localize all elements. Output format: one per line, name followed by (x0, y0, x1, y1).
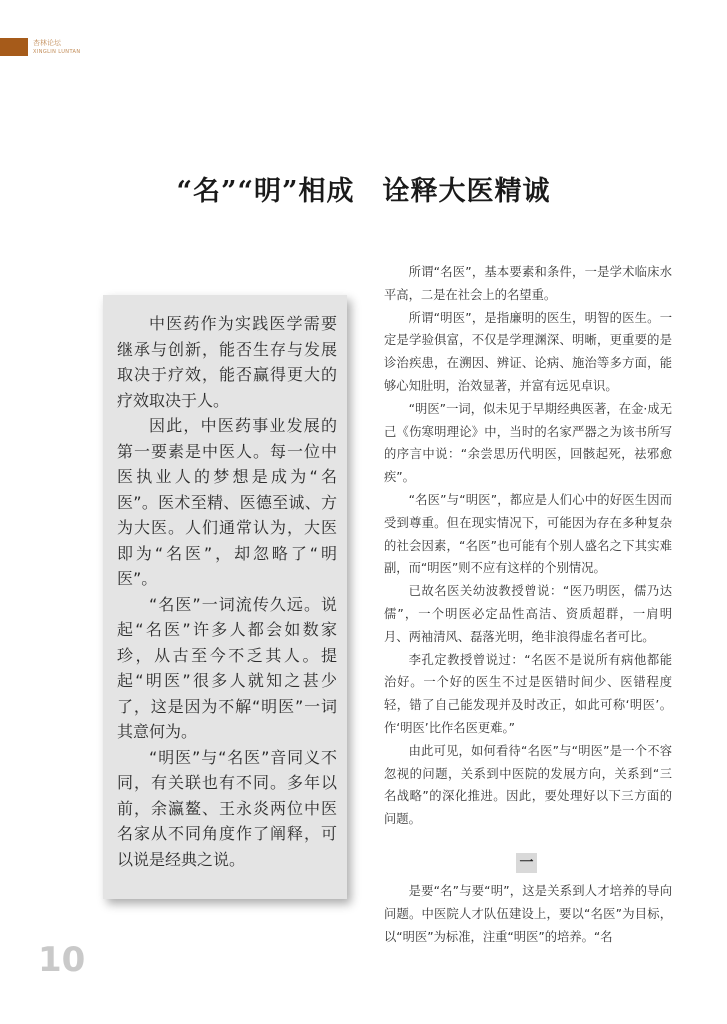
section-tab-marker (0, 38, 28, 56)
page-number: 10 (38, 940, 86, 980)
sidebar-quote-box (103, 295, 347, 899)
section-text-column (384, 880, 672, 948)
box-paragraph: “明医”与“名医”音同义不同，有关联也有不同。多年以前，余瀛鳌、王永炎两位中医名家从不同角度作了阐释，可以说是经典之说。 (117, 747, 337, 869)
box-paragraph: 因此，中医药事业发展的第一要素是中医人。每一位中医执业人的梦想是成为“名医”。医术至精、医德至诚、方为大医。人们通常认为，大医即为“名医”，却忽略了“明医”。 (117, 416, 337, 588)
section-number-badge: 一 (516, 853, 537, 873)
running-header-en: XINGLIN LUNTAN (33, 49, 81, 55)
body-paragraph: 由此可见，如何看待“名医”与“明医”是一个不容忽视的问题，关系到中医院的发展方向，关系到“三名战略”的深化推进。因此，要处理好以下三方面的问题。 (384, 743, 672, 827)
body-paragraph: 所谓“名医”，基本要素和条件，一是学术临床水平高，二是在社会上的名望重。 (384, 265, 672, 302)
body-paragraph: “明医”一词，似未见于早期经典医著，在金·成无己《伤寒明理论》中，当时的名家严器之为该书所写的序言中说：“余尝思历代明医，回骸起死，祛邪愈疾”。 (384, 401, 672, 485)
running-header-cn: 杏林论坛 (33, 39, 61, 47)
box-paragraph: “名医”一词流传久远。说起“名医”许多人都会如数家珍，从古至今不乏其人。提起“明医”很多人就知之甚少了，这是因为不解“明医”一词其意何为。 (117, 594, 337, 741)
body-paragraph: 所谓“明医”，是指廉明的医生，明智的医生。一定是学验俱富，不仅是学理渊深、明晰，更重要的是诊治疾患，在溯因、辨证、论病、施治等多方面，能够心知肚明，治效显著，并富有远见卓识。 (384, 310, 672, 393)
body-paragraph: 李孔定教授曾说过：“名医不是说所有病他都能治好。一个好的医生不过是医错时间少、医错程度轻，错了自己能发现并及时改正，如此可称‘明医’。作‘明医’比作名医更难。” (384, 652, 672, 735)
box-paragraph: 中医药作为实践医学需要继承与创新，能否生存与发展取决于疗效，能否赢得更大的疗效取决于人。 (117, 314, 337, 410)
body-paragraph: 是要“名”与要“明”，这是关系到人才培养的导向问题。中医院人才队伍建设上，要以“名医”为目标，以“明医”为标准，注重“明医”的培养。“名 (384, 884, 672, 944)
main-text-column (384, 261, 672, 831)
body-paragraph: 已故名医关幼波教授曾说：“医乃明医，儒乃达儒”，一个明医必定品性高洁、资质超群，一肩明月、两袖清风、磊落光明，绝非浪得虚名者可比。 (384, 584, 672, 644)
article-title: “名”“明”相成 诠释大医精诚 (176, 176, 551, 207)
body-paragraph: “名医”与“明医”，都应是人们心中的好医生因而受到尊重。但在现实情况下，可能因为存在多种复杂的社会因素，“名医”也可能有个别人盛名之下其实难副，而“明医”则不应有这样的个别情况。 (384, 492, 672, 576)
